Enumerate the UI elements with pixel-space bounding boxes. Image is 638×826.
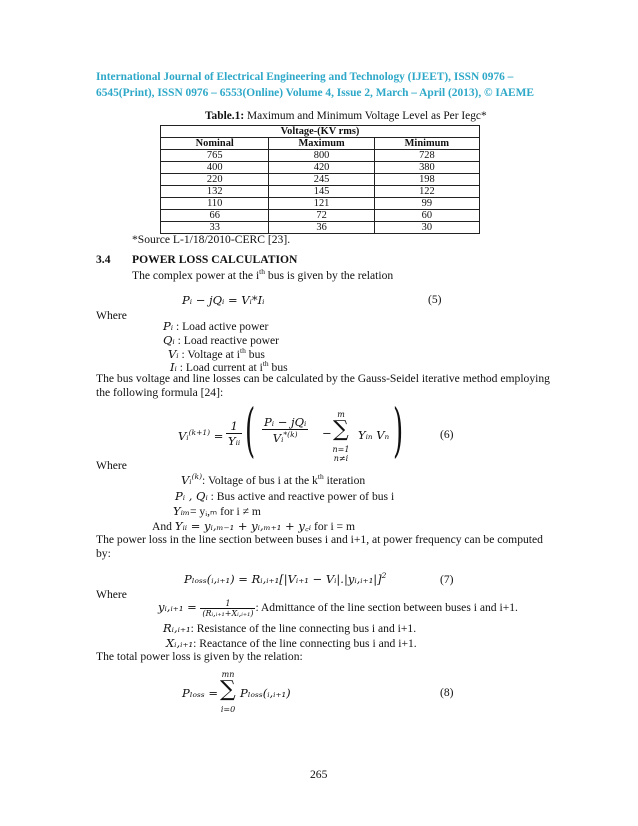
voltage-table: [160, 125, 480, 234]
paragraph-gauss-seidel-1: The bus voltage and line losses can be calculated by the Gauss-Seidel iterative method employing: [96, 372, 550, 385]
definition-q: [163, 333, 279, 347]
equation-5: Pᵢ − jQᵢ = Vᵢ*Iᵢ: [182, 293, 265, 307]
eq6-sum-top: m: [337, 410, 345, 419]
definition-reactance: [166, 636, 417, 650]
eq6-denominator: Vᵢ: [272, 430, 284, 445]
definition-symbol: Rᵢ,ᵢ₊₁: [163, 621, 191, 635]
table-cell: 72: [269, 210, 374, 222]
section-intro-sup: th: [259, 267, 266, 276]
table-cell: 30: [374, 222, 479, 234]
eq8-sum-top: mn: [221, 670, 235, 679]
where-label-3: Where: [96, 588, 127, 601]
table-caption-label: Table.1:: [205, 110, 245, 122]
table-cell: 36: [269, 222, 374, 234]
table-cell: 245: [269, 174, 374, 186]
table-row: [161, 198, 480, 210]
definition-resistance: [163, 621, 416, 635]
equation-6-lhs: Vᵢ$^{(k+1)}$ =: [178, 428, 224, 443]
definition-symbol: Vᵢ: [168, 346, 179, 361]
paragraph-gauss-seidel-2: the following formula [24]:: [96, 386, 224, 399]
definition-sup: th: [240, 346, 246, 355]
section-intro-b: bus is given by the relation: [265, 268, 394, 282]
definition-yim: [173, 504, 261, 518]
definition-sup: th: [317, 472, 324, 481]
definition-yii: [152, 519, 355, 534]
table-cell: 132: [161, 186, 269, 198]
definition-prefix: And: [152, 520, 175, 533]
journal-header-line-2: 6545(Print), ISSN 0976 – 6553(Online) Volume 4, Issue 2, March – April (2013), © IAEME: [96, 87, 534, 99]
eq8-sum-bottom: i=0: [220, 705, 236, 714]
section-number: 3.4: [96, 253, 111, 266]
section-intro: [132, 267, 393, 282]
eq6-sum-bottom-1: n=1: [332, 445, 350, 454]
table-cell: 99: [374, 198, 479, 210]
table-row: [161, 162, 480, 174]
eq6-v-sup: (k+1): [188, 428, 211, 437]
equation-5-number: (5): [428, 293, 442, 306]
eq8-term: Pₗₒₛₛ(ᵢ,ᵢ₊₁): [240, 686, 291, 700]
definition-text: : Load current at i: [176, 360, 263, 374]
definition-text: : Resistance of the line connecting bus i and i+1.: [190, 622, 417, 635]
definition-symbol: Pᵢ: [163, 319, 174, 333]
definition-tail: iteration: [323, 473, 366, 487]
definition-text: : Load active power: [173, 320, 269, 333]
where-label-1: Where: [96, 309, 127, 322]
eq6-open-paren: (: [245, 396, 256, 464]
column-header-minimum: Minimum: [374, 138, 479, 150]
table-group-header: Voltage-(KV rms): [161, 126, 480, 138]
eq6-sum-bottom-2: n≠i: [333, 454, 349, 463]
admittance-numerator: 1: [200, 599, 255, 609]
definition-vk: [181, 472, 365, 487]
equation-6-fraction: [262, 415, 308, 445]
table-row: [161, 186, 480, 198]
eq6-sum-sign: ∑: [333, 417, 349, 442]
definition-symbol: Pᵢ , Qᵢ: [175, 489, 208, 503]
table-cell: 800: [269, 150, 374, 162]
table-cell: 145: [269, 186, 374, 198]
equation-7-number: (7): [440, 573, 454, 586]
table-row: [161, 210, 480, 222]
table-caption: [205, 110, 487, 122]
definition-symbol: Iᵢ: [170, 359, 177, 374]
table-cell: 110: [161, 198, 269, 210]
column-header-nominal: Nominal: [161, 138, 269, 150]
table-cell: 728: [374, 150, 479, 162]
eq6-yii: Yᵢᵢ: [228, 434, 241, 448]
table-cell: 220: [161, 174, 269, 186]
table-cell: 66: [161, 210, 269, 222]
definition-text: : Load reactive power: [174, 334, 280, 347]
eq7-square: 2: [381, 571, 387, 580]
definition-text: : Voltage of bus i at the k: [202, 473, 318, 487]
equation-7: [184, 571, 386, 586]
table-caption-text: Maximum and Minimum Voltage Level as Per Iegc*: [244, 110, 487, 122]
table-cell: 33: [161, 222, 269, 234]
definition-symbol: Vᵢ: [181, 472, 192, 487]
definition-text: for i = m: [311, 520, 356, 533]
paragraph-power-loss-2: by:: [96, 547, 111, 560]
eq6-term: Yᵢₙ Vₙ: [358, 428, 390, 442]
journal-header-line-1: International Journal of Electrical Engineering and Technology (IJEET), ISSN 0976 –: [96, 71, 514, 83]
eq6-minus: −: [322, 426, 332, 440]
table-cell: 765: [161, 150, 269, 162]
paragraph-total-loss: The total power loss is given by the relation:: [96, 650, 303, 663]
definition-symbol: Xᵢ,ᵢ₊₁: [166, 636, 194, 650]
table-cell: 198: [374, 174, 479, 186]
definition-p: [163, 319, 268, 333]
section-intro-a: The complex power at the i: [132, 268, 260, 282]
definition-text: : Voltage at i: [178, 347, 241, 361]
where-label-2: Where: [96, 459, 127, 472]
definition-text: : Admittance of the line section between buses i and i+1.: [255, 601, 518, 615]
section-title: POWER LOSS CALCULATION: [132, 253, 298, 266]
eq6-close-paren: ): [393, 396, 404, 464]
eq8-lhs: Pₗₒₛₛ =: [182, 686, 218, 700]
definition-sup: th: [262, 359, 269, 368]
table-source-note: *Source L-1/18/2010-CERC [23].: [132, 233, 291, 246]
definition-tail: bus: [268, 360, 288, 374]
definition-admittance: [158, 599, 518, 618]
table-cell: 380: [374, 162, 479, 174]
table-cell: 420: [269, 162, 374, 174]
equation-6-number: (6): [440, 428, 454, 441]
eq6-denominator-sup: *(k): [283, 430, 298, 439]
eq6-one: 1: [226, 419, 242, 434]
eq8-sum-sign: ∑: [220, 677, 236, 702]
table-cell: 122: [374, 186, 479, 198]
table-row: [161, 150, 480, 162]
paragraph-power-loss-1: The power loss in the line section between buses i and i+1, at power frequency can be computed: [96, 533, 543, 546]
table-cell: 60: [374, 210, 479, 222]
table-row: [161, 174, 480, 186]
definition-text: : Reactance of the line connecting bus i and i+1.: [193, 637, 417, 650]
definition-text: = yᵢ,ₘ for i ≠ m: [189, 505, 261, 518]
definition-symbol-sup: (k): [191, 472, 203, 481]
page-number: 265: [310, 768, 328, 781]
definition-symbol: Yᵢᵢ = yᵢ,ₘ₋₁ + yᵢ,ₘ₊₁ + y꜀ᵢ: [174, 519, 312, 533]
column-header-maximum: Maximum: [269, 138, 374, 150]
equation-6-coefficient: [226, 419, 242, 448]
table-cell: 400: [161, 162, 269, 174]
definition-symbol: Yᵢₘ: [173, 504, 190, 518]
definition-symbol: yᵢ,ᵢ₊₁ =: [158, 600, 201, 615]
eq6-v: Vᵢ: [178, 428, 189, 443]
equation-8-number: (8): [440, 686, 454, 699]
definition-symbol: Qᵢ: [163, 333, 175, 347]
definition-text: : Bus active and reactive power of bus i: [207, 490, 395, 503]
eq7-expression: Pₗₒₛₛ(ᵢ,ᵢ₊₁) = Rᵢ,ᵢ₊₁[|Vᵢ₊₁ − Vᵢ|.|yᵢ,ᵢ₊₁|]: [184, 571, 382, 586]
eq6-numerator: Pᵢ − jQᵢ: [264, 415, 307, 429]
definition-tail: bus: [245, 347, 265, 361]
table-cell: 121: [269, 198, 374, 210]
admittance-denominator: (Rᵢ,ᵢ₊₁+Xᵢ,ᵢ₊₁): [202, 609, 254, 618]
table-row: [161, 222, 480, 234]
definition-pq: [175, 489, 394, 503]
